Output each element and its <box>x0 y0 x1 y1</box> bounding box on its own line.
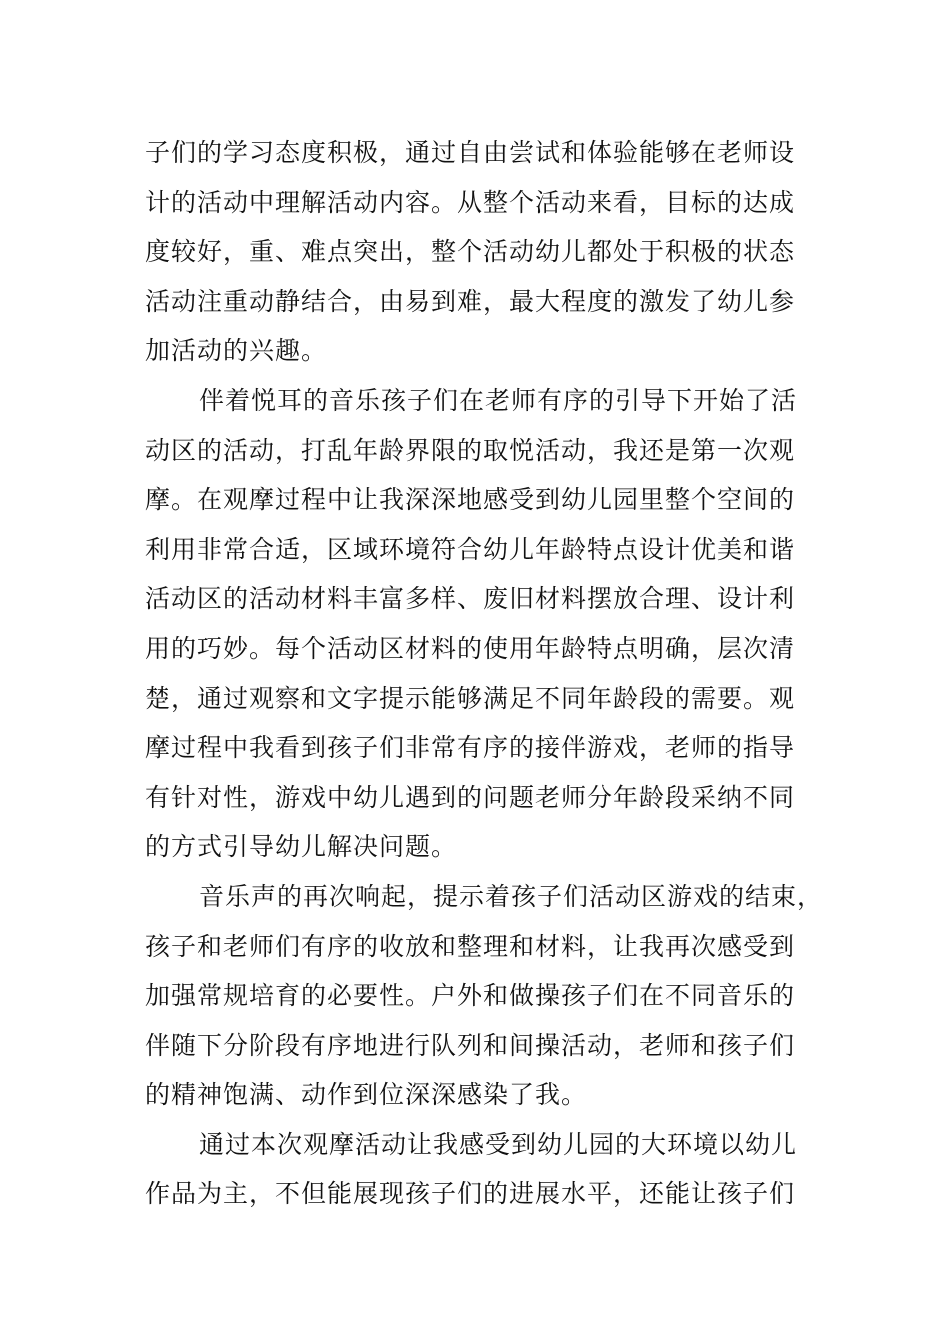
paragraph-line: 音乐声的再次响起，提示着孩子们活动区游戏的结束， <box>199 881 824 911</box>
paragraph-line: 子们的学习态度积极，通过自由尝试和体验能够在老师设 <box>145 138 796 167</box>
paragraph-line: 度较好，重、难点突出，整个活动幼儿都处于积极的状态 <box>145 237 796 267</box>
paragraph-line: 加活动的兴趣。 <box>145 336 328 366</box>
paragraph-line: 伴着悦耳的音乐孩子们在老师有序的引导下开始了活 <box>199 385 798 415</box>
paragraph-line: 通过本次观摩活动让我感受到幼儿园的大环境以幼儿 <box>199 1129 798 1159</box>
paragraph-line: 有针对性，游戏中幼儿遇到的问题老师分年龄段采纳不同 <box>145 782 796 812</box>
paragraph-line: 加强常规培育的必要性。户外和做操孩子们在不同音乐的 <box>145 981 796 1011</box>
paragraph-line: 动区的活动，打乱年龄界限的取悦活动，我还是第一次观 <box>145 435 796 465</box>
paragraph-3 <box>145 872 824 1120</box>
paragraph-line: 摩过程中我看到孩子们非常有序的接伴游戏，老师的指导 <box>145 733 796 763</box>
paragraph-line: 用的巧妙。每个活动区材料的使用年龄特点明确，层次清 <box>145 633 796 663</box>
paragraph-2 <box>145 376 815 872</box>
paragraph-line: 的精神饱满、动作到位深深感染了我。 <box>145 1080 588 1110</box>
paragraph-line: 活动区的活动材料丰富多样、废旧材料摆放合理、设计利 <box>145 584 796 614</box>
paragraph-line: 楚，通过观察和文字提示能够满足不同年龄段的需要。观 <box>145 683 796 713</box>
paragraph-line: 活动注重动静结合，由易到难，最大程度的激发了幼儿参 <box>145 286 796 316</box>
paragraph-line: 的方式引导幼儿解决问题。 <box>145 832 458 862</box>
paragraph-4 <box>145 1120 815 1219</box>
paragraph-line: 利用非常合适，区域环境符合幼儿年龄特点设计优美和谐 <box>145 534 796 564</box>
paragraph-line: 摩。在观摩过程中让我深深地感受到幼儿园里整个空间的 <box>145 485 796 515</box>
paragraph-line: 孩子和老师们有序的收放和整理和材料，让我再次感受到 <box>145 931 796 961</box>
paragraph-line: 作品为主，不但能展现孩子们的进展水平，还能让孩子们 <box>145 1179 796 1209</box>
paragraph-1 <box>145 128 815 376</box>
paragraph-line: 计的活动中理解活动内容。从整个活动来看，目标的达成 <box>145 187 796 217</box>
document-body <box>145 128 824 1219</box>
paragraph-line: 伴随下分阶段有序地进行队列和间操活动，老师和孩子们 <box>145 1030 796 1060</box>
